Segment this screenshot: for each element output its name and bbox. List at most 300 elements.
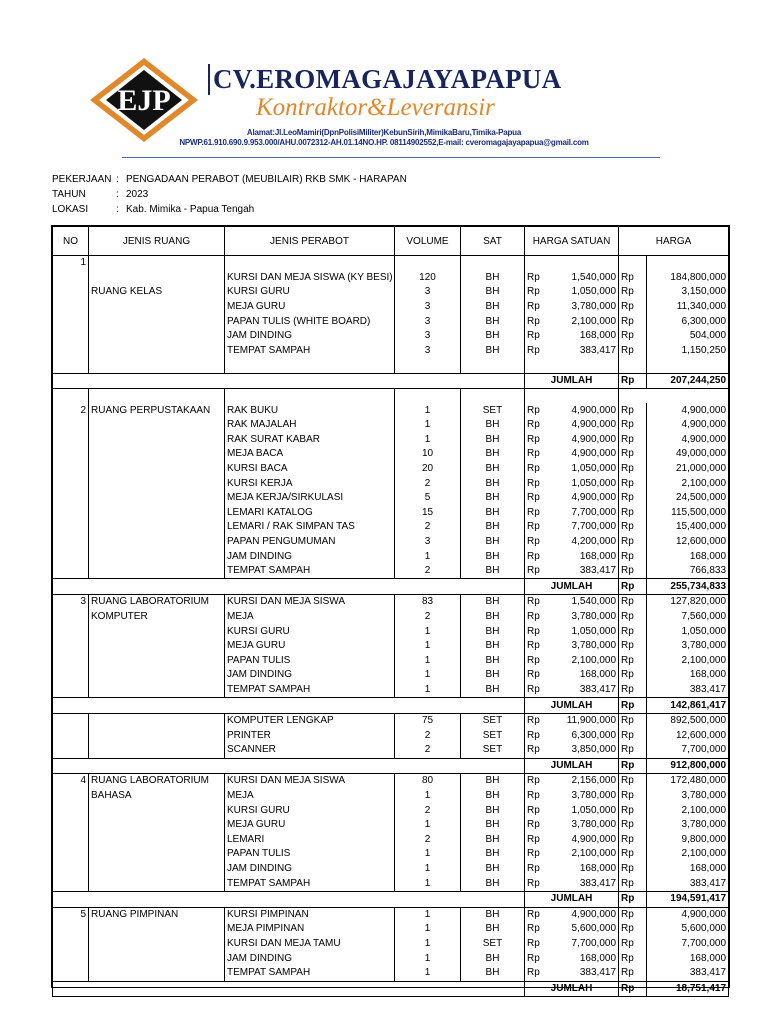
table-row xyxy=(53,966,729,981)
cell-unit: BH xyxy=(461,862,525,877)
header-divider xyxy=(122,157,660,158)
cell-no xyxy=(53,922,89,937)
meta-row-tahun xyxy=(52,187,407,202)
cell-empty xyxy=(53,698,525,714)
cell-unit: BH xyxy=(461,610,525,625)
cell-no xyxy=(53,462,89,477)
cell-currency: Rp xyxy=(527,669,540,681)
cell-unit-price: 4,900,000 xyxy=(571,833,617,845)
cell-currency: Rp xyxy=(527,433,540,445)
cell-no xyxy=(53,418,89,433)
cell-room xyxy=(89,624,225,639)
cell-volume: 1 xyxy=(395,847,461,862)
cell-empty xyxy=(53,579,525,595)
cell-room xyxy=(89,713,225,728)
cell-room xyxy=(89,876,225,891)
cell-price xyxy=(647,358,729,373)
cell-unit-price: 383,417 xyxy=(579,683,617,695)
cell-volume: 120 xyxy=(395,271,461,286)
cell-currency: Rp xyxy=(527,477,540,489)
cell-currency: Rp xyxy=(619,758,647,774)
cell-item: MEJA xyxy=(225,789,395,804)
cell-unit-price: 7,700,000 xyxy=(571,938,617,950)
cell-price: 168,000 xyxy=(647,549,729,564)
cell-currency: Rp xyxy=(527,819,540,831)
cell-currency: Rp xyxy=(619,862,647,877)
col-header-price: HARGA xyxy=(619,227,729,256)
cell-price: 15,400,000 xyxy=(647,520,729,535)
cell-price: 383,417 xyxy=(647,683,729,698)
cell-price: 3,780,000 xyxy=(647,789,729,804)
cell-currency: Rp xyxy=(619,891,647,907)
cell-volume: 3 xyxy=(395,314,461,329)
cell-no xyxy=(53,743,89,758)
cell-room: RUANG LABORATORIUM xyxy=(89,595,225,610)
cell-unit-price: 1,050,000 xyxy=(571,463,617,475)
cell-no xyxy=(53,300,89,315)
cell-no xyxy=(53,803,89,818)
cell-empty xyxy=(53,389,89,404)
cell-currency: Rp xyxy=(527,596,540,608)
cell-price: 168,000 xyxy=(647,668,729,683)
cell-currency: Rp xyxy=(619,329,647,344)
cell-currency: Rp xyxy=(527,804,540,816)
table-row xyxy=(53,595,729,610)
cell-room xyxy=(89,433,225,448)
cell-currency: Rp xyxy=(527,565,540,577)
cell-currency xyxy=(619,358,647,373)
cell-currency: Rp xyxy=(527,967,540,979)
meta-value: PENGADAAN PERABOT (MEUBILAIR) RKB SMK - HARAPAN xyxy=(126,174,407,185)
cell-currency: Rp xyxy=(527,848,540,860)
project-meta xyxy=(52,172,407,217)
cell-price: 7,700,000 xyxy=(647,937,729,952)
cell-price: 172,480,000 xyxy=(647,774,729,789)
cell-volume: 1 xyxy=(395,937,461,952)
cell-room xyxy=(89,535,225,550)
cell-currency: Rp xyxy=(527,330,540,342)
cell-no xyxy=(53,951,89,966)
cell-room xyxy=(89,476,225,491)
cell-unit: BH xyxy=(461,447,525,462)
cell-room xyxy=(89,743,225,758)
cell-room xyxy=(89,966,225,981)
cell-volume: 75 xyxy=(395,713,461,728)
cell-currency: Rp xyxy=(619,728,647,743)
cell-price: 49,000,000 xyxy=(647,447,729,462)
cell-no xyxy=(53,683,89,698)
cell-currency xyxy=(525,256,555,271)
cell-unit: BH xyxy=(461,876,525,891)
cell-item: KURSI PIMPINAN xyxy=(225,907,395,922)
cell-unit-price: 4,900,000 xyxy=(571,419,617,431)
cell-no xyxy=(53,789,89,804)
cell-volume: 10 xyxy=(395,447,461,462)
cell-currency: Rp xyxy=(619,668,647,683)
cell-no xyxy=(53,329,89,344)
table-row xyxy=(53,624,729,639)
cell-volume: 15 xyxy=(395,506,461,521)
cell-unit: BH xyxy=(461,683,525,698)
cell-currency: Rp xyxy=(619,922,647,937)
cell-unit: BH xyxy=(461,344,525,359)
table-row xyxy=(53,789,729,804)
cell-unit: BH xyxy=(461,966,525,981)
cell-item: PAPAN TULIS xyxy=(225,653,395,668)
table-row xyxy=(53,803,729,818)
table-row xyxy=(53,418,729,433)
cell-unit: BH xyxy=(461,818,525,833)
cell-item: MEJA BACA xyxy=(225,447,395,462)
logo-text: EJP xyxy=(117,84,171,117)
company-address: Alamat:Jl.LeoMamiri(DpnPolisiMiliter)KebunSirih,MimikaBaru,Timika-Papua xyxy=(246,128,522,137)
cell-room: RUANG LABORATORIUM xyxy=(89,774,225,789)
table-row xyxy=(53,506,729,521)
cell-currency: Rp xyxy=(527,908,540,920)
cell-volume: 2 xyxy=(395,833,461,848)
cell-no xyxy=(53,876,89,891)
cell-item: TEMPAT SAMPAH xyxy=(225,683,395,698)
cell-no xyxy=(53,506,89,521)
meta-row-pekerjaan xyxy=(52,172,407,187)
cell-price: 2,100,000 xyxy=(647,847,729,862)
cell-unit-price: 1,540,000 xyxy=(571,596,617,608)
subtotal-label: JUMLAH xyxy=(525,698,619,714)
cell-currency: Rp xyxy=(527,463,540,475)
cell-unit: SET xyxy=(461,743,525,758)
table-header-row xyxy=(53,227,729,256)
table-row xyxy=(53,271,729,286)
cell-currency: Rp xyxy=(619,535,647,550)
cell-volume: 1 xyxy=(395,433,461,448)
cell-currency: Rp xyxy=(619,433,647,448)
cell-currency: Rp xyxy=(619,549,647,564)
cell-unit-price: 168,000 xyxy=(579,952,617,964)
cell-price: 1,150,250 xyxy=(647,344,729,359)
subtotal-value: 142,861,417 xyxy=(647,698,729,714)
cell-no xyxy=(53,639,89,654)
cell-no xyxy=(53,564,89,579)
cell-room xyxy=(89,833,225,848)
subtotal-row xyxy=(53,698,729,714)
table-row xyxy=(53,433,729,448)
cell-item: PAPAN TULIS (WHITE BOARD) xyxy=(225,314,395,329)
cell-item: KURSI DAN MEJA SISWA xyxy=(225,595,395,610)
cell-unit: BH xyxy=(461,951,525,966)
cell-no xyxy=(53,344,89,359)
cell-price: 3,780,000 xyxy=(647,639,729,654)
cell-unit: SET xyxy=(461,403,525,418)
cell-room xyxy=(89,951,225,966)
cell-price: 2,100,000 xyxy=(647,653,729,668)
cell-room xyxy=(89,847,225,862)
cell-currency: Rp xyxy=(619,418,647,433)
cell-empty xyxy=(525,389,619,404)
cell-empty xyxy=(395,389,461,404)
cell-currency: Rp xyxy=(527,775,540,787)
table-row xyxy=(53,549,729,564)
cell-item: KURSI DAN MEJA SISWA (KY BESI) xyxy=(225,271,395,286)
table-row xyxy=(53,610,729,625)
cell-room xyxy=(89,683,225,698)
cell-volume: 3 xyxy=(395,344,461,359)
company-name: CV.EROMAGAJAYAPAPUA xyxy=(208,64,561,95)
cell-currency: Rp xyxy=(527,715,540,727)
cell-unit-price: 383,417 xyxy=(579,565,617,577)
cell-item: RAK BUKU xyxy=(225,403,395,418)
cell-unit-price: 383,417 xyxy=(579,967,617,979)
cell-unit-price: 383,417 xyxy=(579,877,617,889)
cell-room xyxy=(89,344,225,359)
cell-price: 2,100,000 xyxy=(647,476,729,491)
cell-unit: BH xyxy=(461,462,525,477)
company-npwp-contact: NPWP.61.910.690.9.953.000/AHU.0072312-AH.01.14NO.HP. 08114902552,E-mail: cveromagajayapapua@gmail.com xyxy=(179,138,589,147)
cell-price xyxy=(647,256,729,271)
table-row xyxy=(53,639,729,654)
col-header-volume: VOLUME xyxy=(395,227,461,256)
cell-currency: Rp xyxy=(527,923,540,935)
cell-no xyxy=(53,624,89,639)
cell-price: 9,800,000 xyxy=(647,833,729,848)
subtotal-label: JUMLAH xyxy=(525,373,619,389)
cell-room xyxy=(89,564,225,579)
cell-currency: Rp xyxy=(527,877,540,889)
cell-volume: 2 xyxy=(395,610,461,625)
table-row xyxy=(53,668,729,683)
cell-room xyxy=(89,862,225,877)
cell-room xyxy=(89,728,225,743)
cell-currency: Rp xyxy=(619,966,647,981)
cell-currency: Rp xyxy=(619,774,647,789)
cell-volume: 1 xyxy=(395,639,461,654)
cell-room: KOMPUTER xyxy=(89,610,225,625)
cell-volume: 2 xyxy=(395,803,461,818)
cell-unit-price: 168,000 xyxy=(579,669,617,681)
cell-item: KOMPUTER LENGKAP xyxy=(225,713,395,728)
cell-price: 1,050,000 xyxy=(647,624,729,639)
subtotal-row xyxy=(53,981,729,997)
cell-no xyxy=(53,491,89,506)
cell-no: 2 xyxy=(53,403,89,418)
cell-empty xyxy=(461,389,525,404)
cell-unit-price: 4,900,000 xyxy=(571,433,617,445)
cell-currency: Rp xyxy=(619,683,647,698)
cell-item: KURSI DAN MEJA TAMU xyxy=(225,937,395,952)
cell-unit: BH xyxy=(461,833,525,848)
cell-unit: BH xyxy=(461,595,525,610)
cell-volume: 1 xyxy=(395,668,461,683)
cell-volume: 1 xyxy=(395,683,461,698)
cell-currency: Rp xyxy=(619,639,647,654)
subtotal-row xyxy=(53,758,729,774)
table-row xyxy=(53,476,729,491)
cell-currency: Rp xyxy=(619,344,647,359)
cell-unit xyxy=(461,358,525,373)
cell-price: 766,833 xyxy=(647,564,729,579)
subtotal-label: JUMLAH xyxy=(525,579,619,595)
cell-price: 6,300,000 xyxy=(647,314,729,329)
table-row xyxy=(53,862,729,877)
subtotal-row xyxy=(53,891,729,907)
cell-unit-price: 4,900,000 xyxy=(571,404,617,416)
cell-currency xyxy=(619,256,647,271)
cell-item: RAK MAJALAH xyxy=(225,418,395,433)
cell-volume: 1 xyxy=(395,907,461,922)
cell-item: LEMARI xyxy=(225,833,395,848)
cell-currency: Rp xyxy=(527,744,540,756)
cell-no xyxy=(53,818,89,833)
meta-value: 2023 xyxy=(126,189,149,200)
cell-unit: SET xyxy=(461,728,525,743)
bill-of-quantities-table xyxy=(52,226,729,997)
table-body xyxy=(53,256,729,997)
cell-unit: BH xyxy=(461,329,525,344)
company-tagline: Kontraktor&Leveransir xyxy=(256,94,495,121)
cell-volume: 3 xyxy=(395,535,461,550)
cell-price: 4,900,000 xyxy=(647,907,729,922)
cell-room xyxy=(89,653,225,668)
cell-currency: Rp xyxy=(619,818,647,833)
cell-volume: 3 xyxy=(395,300,461,315)
cell-unit: BH xyxy=(461,314,525,329)
cell-unit: SET xyxy=(461,937,525,952)
cell-price: 11,340,000 xyxy=(647,300,729,315)
cell-item: MEJA PIMPINAN xyxy=(225,922,395,937)
cell-currency: Rp xyxy=(527,640,540,652)
cell-unit-price: 3,780,000 xyxy=(571,790,617,802)
cell-currency: Rp xyxy=(527,404,540,416)
cell-empty xyxy=(53,758,525,774)
cell-item: MEJA xyxy=(225,610,395,625)
cell-currency: Rp xyxy=(619,476,647,491)
cell-unit-price: 1,050,000 xyxy=(571,477,617,489)
cell-room xyxy=(89,314,225,329)
cell-currency: Rp xyxy=(619,271,647,286)
cell-room xyxy=(89,271,225,286)
cell-unit-price: 1,050,000 xyxy=(571,286,617,298)
cell-room xyxy=(89,300,225,315)
cell-volume: 3 xyxy=(395,285,461,300)
cell-unit-price: 1,050,000 xyxy=(571,625,617,637)
subtotal-value: 194,591,417 xyxy=(647,891,729,907)
cell-item: JAM DINDING xyxy=(225,951,395,966)
cell-price: 12,600,000 xyxy=(647,535,729,550)
cell-currency: Rp xyxy=(527,952,540,964)
meta-value: Kab. Mimika - Papua Tengah xyxy=(126,204,255,215)
cell-unit: BH xyxy=(461,491,525,506)
cell-volume: 1 xyxy=(395,549,461,564)
cell-item: SCANNER xyxy=(225,743,395,758)
cell-currency: Rp xyxy=(619,653,647,668)
cell-currency: Rp xyxy=(619,595,647,610)
cell-item: TEMPAT SAMPAH xyxy=(225,876,395,891)
meta-label: LOKASI xyxy=(52,204,89,215)
cell-currency: Rp xyxy=(619,743,647,758)
table-row xyxy=(53,329,729,344)
cell-currency: Rp xyxy=(527,790,540,802)
cell-unit: BH xyxy=(461,653,525,668)
cell-volume: 5 xyxy=(395,491,461,506)
cell-item: JAM DINDING xyxy=(225,668,395,683)
cell-price: 24,500,000 xyxy=(647,491,729,506)
cell-item: LEMARI / RAK SIMPAN TAS xyxy=(225,520,395,535)
cell-volume xyxy=(395,256,461,271)
cell-item: TEMPAT SAMPAH xyxy=(225,344,395,359)
cell-item: PAPAN PENGUMUMAN xyxy=(225,535,395,550)
cell-volume: 1 xyxy=(395,418,461,433)
col-header-unit: SAT xyxy=(461,227,525,256)
cell-room: RUANG KELAS xyxy=(89,285,225,300)
cell-volume: 1 xyxy=(395,789,461,804)
meta-colon: : xyxy=(116,174,119,185)
cell-currency: Rp xyxy=(527,833,540,845)
cell-currency: Rp xyxy=(619,847,647,862)
table-row xyxy=(53,653,729,668)
cell-item: KURSI BACA xyxy=(225,462,395,477)
table-row xyxy=(53,300,729,315)
table-row xyxy=(53,713,729,728)
cell-unit: BH xyxy=(461,803,525,818)
cell-no: 3 xyxy=(53,595,89,610)
cell-no xyxy=(53,713,89,728)
cell-unit: BH xyxy=(461,774,525,789)
cell-volume: 2 xyxy=(395,520,461,535)
cell-volume: 1 xyxy=(395,818,461,833)
cell-currency: Rp xyxy=(619,285,647,300)
cell-item: MEJA GURU xyxy=(225,818,395,833)
cell-currency: Rp xyxy=(619,833,647,848)
cell-item: JAM DINDING xyxy=(225,862,395,877)
cell-volume: 83 xyxy=(395,595,461,610)
cell-volume: 2 xyxy=(395,728,461,743)
cell-unit: BH xyxy=(461,668,525,683)
cell-currency: Rp xyxy=(619,803,647,818)
cell-no: 5 xyxy=(53,907,89,922)
cell-currency: Rp xyxy=(619,876,647,891)
cell-unit-price: 4,900,000 xyxy=(571,908,617,920)
col-header-unit-price: HARGA SATUAN xyxy=(525,227,619,256)
cell-unit: SET xyxy=(461,713,525,728)
cell-volume: 1 xyxy=(395,951,461,966)
cell-unit: BH xyxy=(461,639,525,654)
cell-unit: BH xyxy=(461,300,525,315)
subtotal-value: 207,244,250 xyxy=(647,373,729,389)
cell-no xyxy=(53,728,89,743)
cell-unit: BH xyxy=(461,789,525,804)
cell-currency: Rp xyxy=(619,373,647,389)
table-row xyxy=(53,818,729,833)
cell-price: 168,000 xyxy=(647,862,729,877)
cell-currency: Rp xyxy=(527,610,540,622)
cell-no xyxy=(53,314,89,329)
cell-currency: Rp xyxy=(527,506,540,518)
cell-volume xyxy=(395,358,461,373)
cell-price: 5,600,000 xyxy=(647,922,729,937)
cell-price: 184,800,000 xyxy=(647,271,729,286)
cell-volume: 3 xyxy=(395,329,461,344)
cell-unit-price: 1,540,000 xyxy=(571,271,617,283)
cell-currency: Rp xyxy=(619,403,647,418)
cell-currency: Rp xyxy=(619,579,647,595)
cell-item: PRINTER xyxy=(225,728,395,743)
cell-item: JAM DINDING xyxy=(225,329,395,344)
cell-unit: BH xyxy=(461,418,525,433)
cell-item: LEMARI KATALOG xyxy=(225,506,395,521)
cell-unit: BH xyxy=(461,549,525,564)
cell-room xyxy=(89,329,225,344)
cell-volume: 2 xyxy=(395,476,461,491)
cell-currency: Rp xyxy=(619,520,647,535)
